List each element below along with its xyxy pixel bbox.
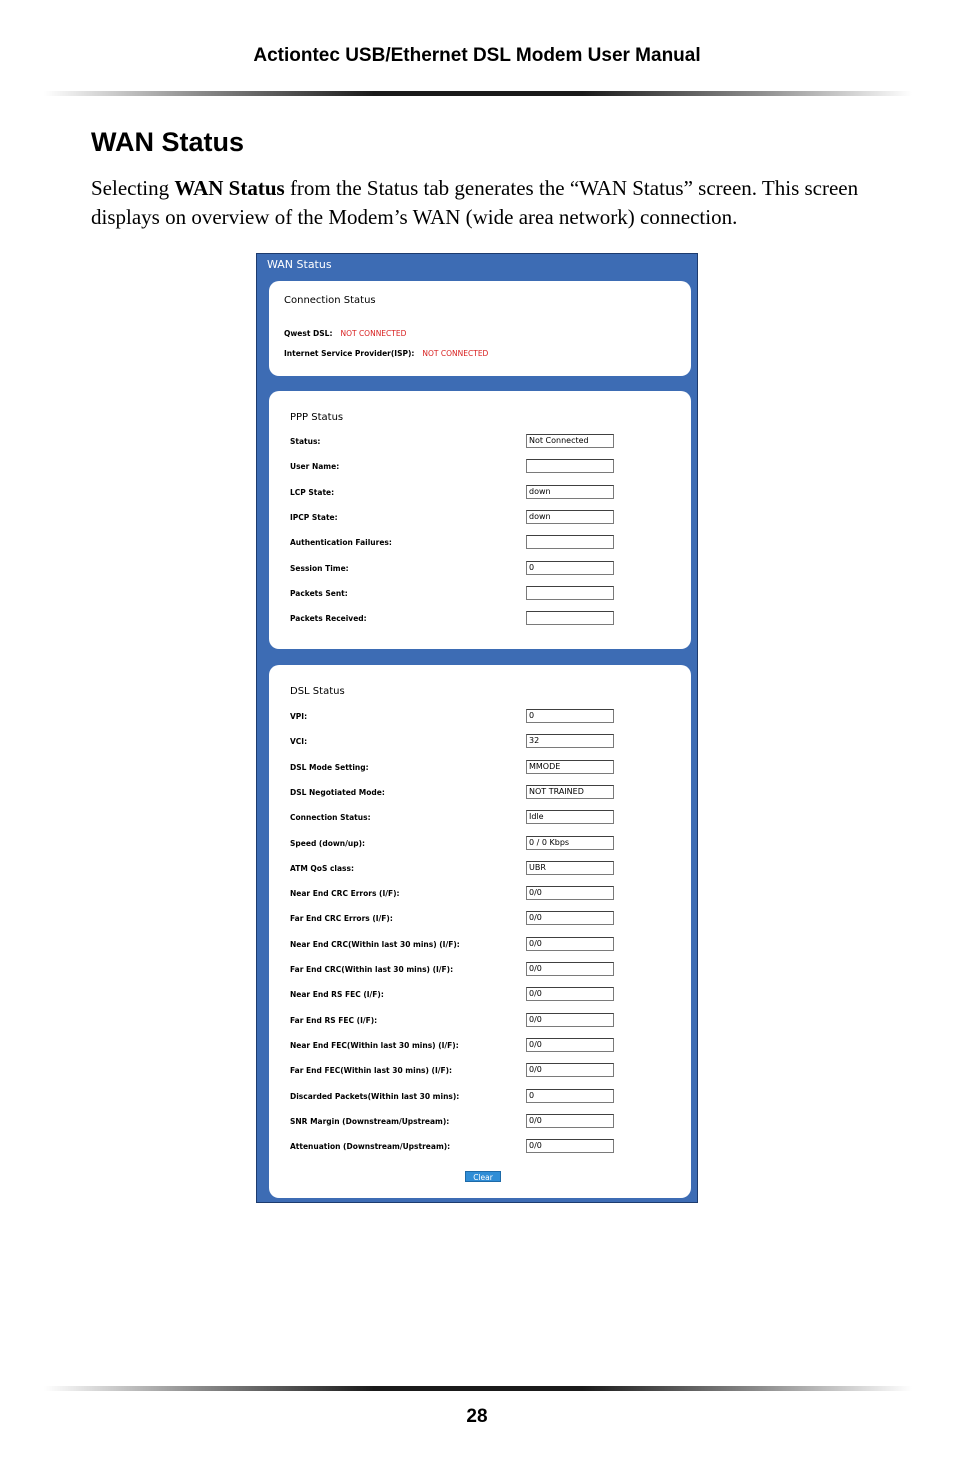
- dsl-field-value[interactable]: 0 / 0 Kbps: [526, 836, 614, 850]
- dsl-field-label: Near End RS FEC (I/F):: [290, 990, 384, 1000]
- ppp-field-row: [290, 485, 670, 501]
- dsl-field-label: Near End FEC(Within last 30 mins) (I/F):: [290, 1040, 459, 1050]
- section-title: WAN Status: [91, 127, 245, 157]
- dsl-field-row: [290, 836, 670, 852]
- dsl-field-label: Far End CRC(Within last 30 mins) (I/F):: [290, 965, 454, 974]
- ppp-field-value[interactable]: [526, 586, 614, 600]
- ppp-field-value[interactable]: Not Connected: [526, 434, 614, 448]
- qwest-dsl-status: NOT CONNECTED: [340, 329, 407, 338]
- dsl-field-label: Near End CRC Errors (I/F):: [290, 889, 400, 899]
- dsl-field-row: [290, 962, 670, 978]
- dsl-status-title: DSL Status: [290, 686, 345, 697]
- dsl-field-row: [290, 1114, 670, 1130]
- dsl-field-row: [290, 709, 670, 725]
- ppp-field-row: [290, 535, 670, 551]
- header-rule: [44, 91, 912, 96]
- dsl-field-label: Attenuation (Downstream/Upstream):: [290, 1142, 451, 1152]
- dsl-field-label: Discarded Packets(Within last 30 mins):: [290, 1091, 460, 1101]
- dsl-field-label: DSL Negotiated Mode:: [290, 787, 385, 797]
- dsl-field-value[interactable]: MMODE: [526, 760, 614, 774]
- intro-bold-term: WAN Status: [174, 176, 285, 200]
- dsl-field-label: Far End RS FEC (I/F):: [290, 1015, 378, 1025]
- dsl-field-label: DSL Mode Setting:: [290, 762, 369, 772]
- isp-status: NOT CONNECTED: [422, 349, 489, 358]
- connection-status-card: [269, 281, 691, 376]
- ppp-field-row: [290, 561, 670, 577]
- ppp-field-value[interactable]: down: [526, 485, 614, 499]
- ppp-field-value[interactable]: down: [526, 510, 614, 524]
- intro-text-1: Selecting: [91, 176, 175, 200]
- dsl-field-value[interactable]: 0/0: [526, 886, 614, 900]
- dsl-field-label: VPI:: [290, 712, 308, 721]
- ppp-field-label: Authentication Failures:: [290, 538, 392, 548]
- ppp-status-title: PPP Status: [290, 412, 344, 423]
- dsl-field-label: VCI:: [290, 737, 308, 747]
- dsl-field-value[interactable]: NOT TRAINED: [526, 785, 614, 799]
- ppp-status-card: [269, 391, 691, 649]
- dsl-field-label: Near End CRC(Within last 30 mins) (I/F):: [290, 939, 460, 949]
- dsl-field-value[interactable]: 0/0: [526, 1139, 614, 1153]
- ppp-field-row: [290, 434, 670, 450]
- dsl-field-value[interactable]: 0/0: [526, 987, 614, 1001]
- dsl-field-value[interactable]: 0/0: [526, 962, 614, 976]
- connection-status-title: Connection Status: [284, 295, 376, 306]
- qwest-dsl-label: Qwest DSL:: [284, 329, 333, 338]
- ppp-field-row: [290, 459, 670, 475]
- dsl-field-value[interactable]: UBR: [526, 861, 614, 875]
- ppp-field-label: Status:: [290, 437, 321, 446]
- dsl-field-row: [290, 861, 670, 877]
- dsl-field-label: Connection Status:: [290, 813, 371, 823]
- ppp-field-label: User Name:: [290, 462, 340, 472]
- page-number: 28: [466, 1406, 488, 1427]
- dsl-field-row: [290, 886, 670, 902]
- qwest-dsl-row: [284, 329, 406, 338]
- ppp-field-row: [290, 510, 670, 526]
- dsl-field-value[interactable]: 32: [526, 734, 614, 748]
- wan-status-screenshot: [256, 253, 698, 1203]
- dsl-field-row: [290, 810, 670, 826]
- ppp-field-label: Packets Sent:: [290, 588, 348, 598]
- dsl-field-row: [290, 937, 670, 953]
- dsl-field-row: [290, 987, 670, 1003]
- ppp-field-value[interactable]: [526, 535, 614, 549]
- ppp-field-value[interactable]: [526, 611, 614, 625]
- dsl-field-value[interactable]: Idle: [526, 810, 614, 824]
- ppp-field-label: Packets Received:: [290, 614, 367, 624]
- window-title: WAN Status: [267, 258, 332, 271]
- ppp-field-row: [290, 611, 670, 627]
- dsl-field-value[interactable]: 0/0: [526, 1038, 614, 1052]
- dsl-field-value[interactable]: 0: [526, 1089, 614, 1103]
- dsl-status-card: [269, 665, 691, 1198]
- dsl-field-row: [290, 1038, 670, 1054]
- isp-label: Internet Service Provider(ISP):: [284, 349, 415, 358]
- dsl-field-value[interactable]: 0/0: [526, 1063, 614, 1077]
- dsl-field-label: SNR Margin (Downstream/Upstream):: [290, 1116, 450, 1126]
- running-head: Actiontec USB/Ethernet DSL Modem User Manual: [253, 45, 701, 66]
- dsl-field-label: Far End CRC Errors (I/F):: [290, 914, 393, 924]
- footer-rule: [44, 1386, 912, 1391]
- ppp-field-row: [290, 586, 670, 602]
- dsl-field-row: [290, 734, 670, 750]
- intro-text-2: from the Status tab generates the “WAN Status” screen. This screen displays on overview of the Modem’s WAN (wide area network) connection.: [91, 176, 859, 229]
- dsl-field-row: [290, 760, 670, 776]
- dsl-field-value[interactable]: 0: [526, 709, 614, 723]
- dsl-field-row: [290, 1139, 670, 1155]
- dsl-field-value[interactable]: 0/0: [526, 937, 614, 951]
- clear-button[interactable]: Clear: [465, 1171, 501, 1182]
- isp-row: [284, 349, 488, 358]
- dsl-field-value[interactable]: 0/0: [526, 1013, 614, 1027]
- dsl-field-label: ATM QoS class:: [290, 863, 354, 873]
- dsl-field-row: [290, 1089, 670, 1105]
- dsl-field-row: [290, 785, 670, 801]
- ppp-field-label: LCP State:: [290, 487, 335, 497]
- ppp-field-label: Session Time:: [290, 563, 349, 573]
- dsl-field-value[interactable]: 0/0: [526, 1114, 614, 1128]
- dsl-field-row: [290, 1063, 670, 1079]
- dsl-field-row: [290, 1013, 670, 1029]
- dsl-field-value[interactable]: 0/0: [526, 911, 614, 925]
- intro-paragraph: [91, 174, 881, 232]
- dsl-field-row: [290, 911, 670, 927]
- dsl-field-label: Speed (down/up):: [290, 838, 366, 848]
- ppp-field-value[interactable]: [526, 459, 614, 473]
- dsl-field-label: Far End FEC(Within last 30 mins) (I/F):: [290, 1066, 453, 1076]
- ppp-field-value[interactable]: 0: [526, 561, 614, 575]
- ppp-field-label: IPCP State:: [290, 512, 338, 522]
